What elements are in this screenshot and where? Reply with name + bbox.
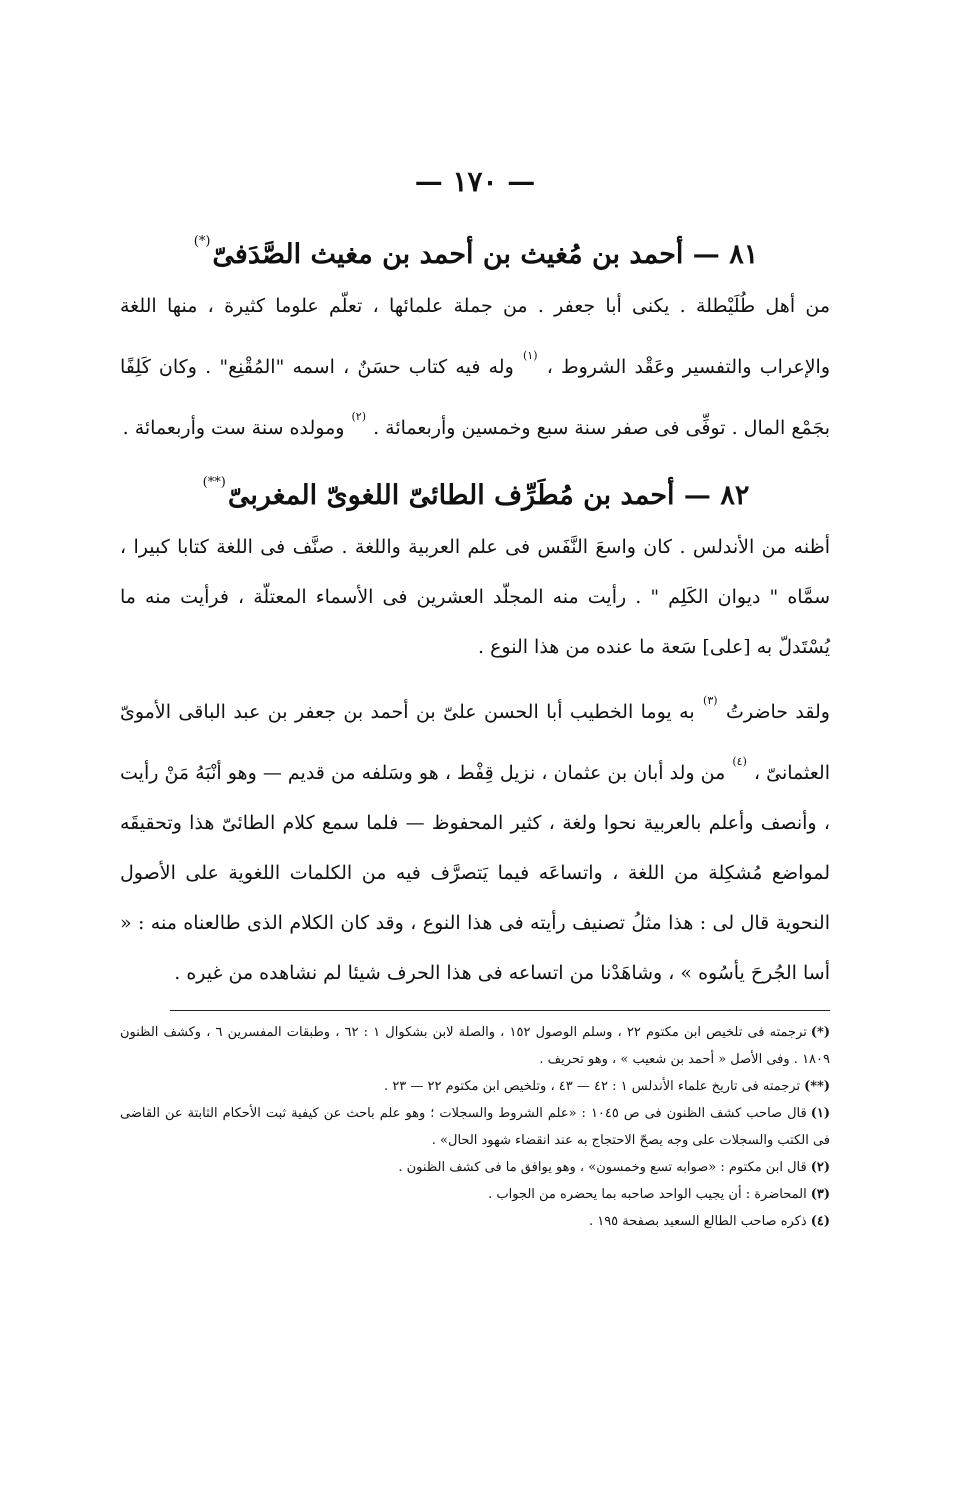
entry-82-title bbox=[120, 463, 830, 516]
entry-81-title-mark: (*) bbox=[193, 234, 211, 249]
footnote-label: (١) bbox=[810, 1106, 830, 1121]
entry-82-title-mark: (**) bbox=[202, 475, 226, 490]
entry-82-text-b: به يوما الخطيب أبا الحسن علىّ بن أحمد بن جعفر بن عبد الباقى الأموىّ العثمانىّ ، bbox=[120, 701, 831, 784]
entry-82-title-text: ٨٢ — أحمد بن مُطَرِّف الطائىّ اللغوىّ المغربىّ bbox=[227, 480, 750, 511]
entry-82-text-c: من ولد أبان بن عثمان ، نزيل قِفْط ، هو وسَلفه من قديم — وهو أنْبَهُ مَنْ رأيت ، وأنصف وأعلم بالعربية نحوا ولغة ، كثير المحفوظ — فلما سمع كلام الطائىّ هذا وتحقيقَه لمواضع مُشكِلة من اللغة ، واتساعَه فيما يَتصرَّف فيه من الكلمات اللغوية على الأصول النحوية قال لى : هذا مثلُ تصنيف رأيته فى هذا النوع ، وقد كان الكلام الذى طالعناه منه : « أسا الجُرحَ يأسُوه » ، وشاهَدْنا من اتساعه فى هذا الحرف شيئا لم نشاهده من غيره . bbox=[120, 762, 830, 984]
entry-81-title-text: ٨١ — أحمد بن مُغيث بن أحمد بن مغيث الصَّدَفىّ bbox=[212, 239, 759, 270]
footnote-2 bbox=[120, 1154, 830, 1181]
footnote-text: المحاضرة : أن يجيب الواحد صاحبه بما يحضره من الجواب . bbox=[488, 1187, 807, 1202]
footnote-double-star bbox=[120, 1073, 830, 1100]
footnote-divider bbox=[170, 1010, 830, 1011]
book-page bbox=[120, 160, 830, 1235]
footnote-label: (**) bbox=[804, 1079, 830, 1094]
footnote-ref-3: (٣) bbox=[703, 694, 718, 707]
page-number: — ١٧٠ — bbox=[414, 165, 536, 198]
footnote-ref-2: (٢) bbox=[351, 410, 367, 423]
footnote-text: قال ابن مكتوم : «صوابه تسع وخمسون» ، وهو يوافق ما فى كشف الظنون . bbox=[398, 1160, 807, 1175]
entry-82-paragraph-1: أظنه من الأندلس . كان واسعَ النَّفَس فى علم العربية واللغة . صنَّف فى اللغة كتابا كبيرا ، سمَّاه " ديوان الكَلِم " . رأيت منه المجلّد العشرين فى الأسماء المعتلّة ، فرأيت منه ما يُسْتَدلّ به [على] سَعة ما عنده من هذا النوع . bbox=[120, 536, 830, 658]
footnote-3 bbox=[120, 1181, 830, 1208]
footnote-text: قال صاحب كشف الظنون فى ص ١٠٤٥ : «علم الشروط والسجلات ؛ وهو علم باحث عن كيفية ثبت الأحكام الثابتة عن القاضى فى الكتب والسجلات على وجه يصحّ الاحتجاج به عند انقضاء شهود الحال» . bbox=[120, 1106, 830, 1148]
footnote-label: (٣) bbox=[810, 1187, 830, 1202]
footnote-text: ذكره صاحب الطالع السعيد بصفحة ١٩٥ . bbox=[588, 1214, 807, 1229]
footnote-4 bbox=[120, 1208, 830, 1235]
footnote-star bbox=[120, 1019, 830, 1073]
entry-82-paragraph-2 bbox=[120, 676, 830, 998]
entry-81-text-b: وله فيه كتاب حسَنٌ ، اسمه "المُقْنِع" . وكان كَلِفًا بجَمْع المال . توفِّى فى صفر سنة سبع وخمسين وأربعمائة . bbox=[120, 356, 830, 439]
entry-81-text-a: من أهل طُلَيْطلة . يكنى أبا جعفر . من جملة علمائها ، تعلّم علوما كثيرة ، منها اللغة والإعراب والتفسير وعَقْد الشروط ، bbox=[120, 295, 830, 378]
footnotes bbox=[120, 1019, 830, 1235]
footnote-1 bbox=[120, 1100, 830, 1154]
footnote-ref-4: (٤) bbox=[732, 755, 747, 768]
entry-81-title bbox=[120, 222, 830, 275]
footnote-text: ترجمته فى تلخيص ابن مكتوم ٢٢ ، وسلم الوصول ١٥٢ ، والصلة لابن بشكوال ١ : ٦٢ ، وطبقات المفسرين ٦ ، وكشف الظنون ١٨٠٩ . وفى الأصل « أحمد بن شعيب » ، وهو تحريف . bbox=[120, 1025, 830, 1067]
footnote-label: (٢) bbox=[810, 1160, 830, 1175]
footnote-ref-1: (١) bbox=[522, 349, 538, 362]
entry-81-text-c: ومولده سنة ست وأربعمائة . bbox=[122, 417, 345, 439]
entry-81-paragraph bbox=[120, 281, 830, 453]
footnote-label: (*) bbox=[810, 1025, 830, 1040]
entry-82-text-a: ولقد حاضرتُ bbox=[725, 701, 830, 723]
footnote-label: (٤) bbox=[810, 1214, 830, 1229]
footnote-text: ترجمته فى تاريخ علماء الأندلس ١ : ٤٢ — ٤٣ ، وتلخيص ابن مكتوم ٢٢ — ٢٣ . bbox=[384, 1079, 801, 1094]
